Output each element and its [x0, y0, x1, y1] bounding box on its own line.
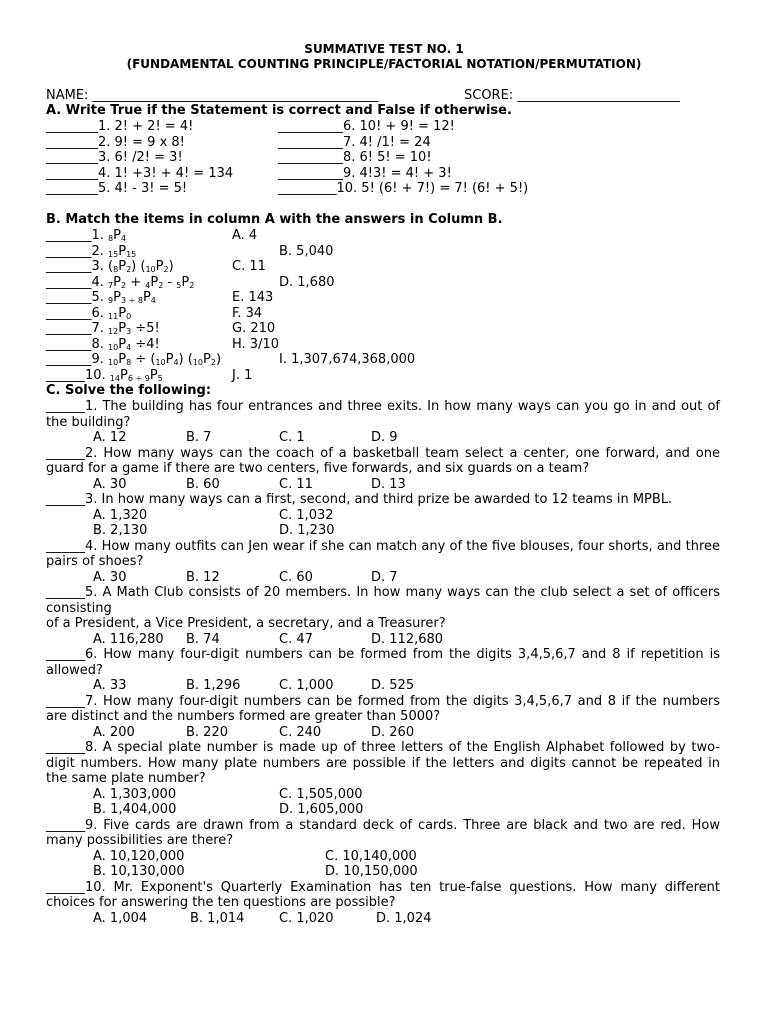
match-item: _______9. $_{10}P_8 \div (_{10}P_4)$ $(_{10}P_2)$	[46, 352, 222, 367]
match-item: ______10. $_{14}P_{6 \div 9}P_5$	[46, 367, 163, 383]
question-10: ______10. Mr. Exponent's Quarterly Examination has ten true-false questions. How many different choices for answering the ten questions are possible?	[46, 879, 720, 910]
match-item: _______6. $_{11}P_0$	[46, 305, 132, 321]
question-7-options	[46, 725, 720, 741]
match-item: _______3. $(_8P_2)$ $(_{10}P_2)$	[46, 259, 174, 274]
question-3: ______3. In how many ways can a first, second, and third prize be awarded to 12 teams in MPBL.	[46, 492, 673, 507]
question-7: ______7. How many four-digit numbers can be formed from the digits 3,4,5,6,7 and 8 if the numbers are distinct and the numbers formed are greater than 5000?	[46, 693, 720, 724]
question-9: ______9. Five cards are drawn from a standard deck of cards. Three are black and two are red. How many possibilities are there?	[46, 817, 720, 848]
answer-option: I. 1,307,674,368,000	[279, 352, 416, 367]
answer-option: C. 11	[232, 259, 266, 274]
answer-option: J. 1	[232, 367, 253, 383]
question-9-options-row2	[46, 864, 720, 880]
option-d: D. 13	[371, 476, 406, 492]
section-c-questions	[46, 399, 720, 926]
option-c: C. 1	[279, 430, 305, 445]
match-item: _______1. $_8P_4$	[46, 228, 127, 243]
section-c-heading: C. Solve the following:	[46, 383, 212, 398]
question-5-cont: of a President, a Vice President, a secretary, and a Treasurer?	[46, 616, 446, 631]
option-b: B. 12	[186, 569, 220, 585]
section-a-item: __________6. 10! + 9! = 12!	[278, 119, 455, 134]
option-c: C. 1,032	[279, 507, 334, 523]
question-8: ______8. A special plate number is made up of three letters of the English Alphabet followed by two-digit numbers. How many plate numbers are possible if the letters and digits cannot be repeated in the same plate number?	[46, 740, 720, 786]
option-b: B. 220	[186, 724, 228, 740]
test-title: SUMMATIVE TEST NO. 1	[304, 42, 464, 56]
option-c: C. 1,000	[279, 678, 334, 693]
option-d: D. 1,230	[279, 523, 335, 538]
option-d: D. 260	[371, 724, 415, 740]
option-c: C. 1,505,000	[279, 786, 363, 802]
option-a: A. 200	[93, 724, 135, 740]
answer-option: A. 4	[232, 228, 258, 243]
section-a-right-column	[278, 119, 528, 197]
option-b: B. 7	[186, 430, 212, 445]
answer-option: B. 5,040	[279, 243, 334, 259]
section-a-item: __________9. 4!3! = 4! + 3!	[278, 165, 452, 181]
option-d: D. 112,680	[371, 631, 444, 647]
option-b: B. 1,296	[186, 678, 241, 693]
question-3-options-row2	[46, 523, 720, 539]
option-d: D. 1,605,000	[279, 802, 364, 817]
option-b: B. 1,404,000	[93, 802, 177, 817]
option-c: C. 1,020	[279, 910, 334, 926]
question-8-options-row2	[46, 802, 720, 818]
question-4-options	[46, 570, 720, 586]
option-a: A. 12	[93, 430, 127, 445]
option-a: A. 30	[93, 476, 127, 492]
option-a: A. 1,303,000	[93, 786, 177, 802]
answer-option: G. 210	[232, 321, 276, 336]
option-a: A. 116,280	[93, 631, 164, 647]
option-d: D. 10,150,000	[325, 864, 418, 879]
option-d: D. 525	[371, 678, 415, 693]
answer-option: F. 34	[232, 305, 263, 321]
section-a-heading: A. Write True if the Statement is correct and False if otherwise.	[46, 103, 512, 118]
question-9-options-row1	[46, 849, 720, 865]
section-a-item: __________8. 6! 5! = 10!	[278, 150, 432, 165]
option-a: A. 33	[93, 678, 127, 693]
question-8-options-row1	[46, 787, 720, 803]
option-b: B. 1,014	[190, 910, 245, 926]
answer-option: H. 3/10	[232, 336, 280, 352]
section-b-column-a	[46, 228, 221, 383]
option-b: B. 2,130	[93, 523, 148, 538]
question-4: ______4. How many outfits can Jen wear if she can match any of the five blouses, four shorts, and three pairs of shoes?	[46, 538, 720, 569]
match-item: _______2. $_{15}P_{15}$	[46, 243, 137, 259]
match-item: _______4. $_7P_2 + _4P_2 - _5P_2$	[46, 274, 195, 290]
question-5: ______5. A Math Club consists of 20 members. In how many ways can the club select a set of officers consisting	[46, 585, 720, 616]
section-a-item: ________2. 9! = 9 x 8!	[46, 134, 185, 150]
match-item: _______7. $_{12}P_3 \div 5$!	[46, 321, 160, 336]
option-c: C. 60	[279, 569, 313, 585]
section-a-item: ________4. 1! +3! + 4! = 134	[46, 165, 234, 181]
score-field: SCORE: _________________________	[464, 88, 680, 103]
name-field: NAME: ____________________________________________	[46, 88, 379, 103]
section-b-column-b-left	[232, 228, 279, 383]
option-c: C. 10,140,000	[325, 848, 417, 864]
question-3-options-row1	[46, 508, 720, 524]
option-c: C. 240	[279, 724, 322, 740]
option-d: D. 9	[371, 430, 398, 445]
option-b: B. 74	[186, 631, 220, 647]
question-10-options	[46, 911, 720, 927]
question-6-options	[46, 678, 720, 694]
match-item: _______5. $_9P_{3 \div 8}P_4$	[46, 290, 156, 305]
match-item: _______8. $_{10}P_4 \div 4$!	[46, 336, 160, 352]
option-b: B. 10,130,000	[93, 864, 185, 879]
question-1-options	[46, 430, 720, 446]
section-b-heading: B. Match the items in column A with the answers in Column B.	[46, 212, 503, 227]
section-b-column-b-right	[279, 228, 415, 368]
section-a-item: __________7. 4! /1! = 24	[278, 134, 431, 150]
option-c: C. 11	[279, 476, 313, 492]
test-subtitle: (FUNDAMENTAL COUNTING PRINCIPLE/FACTORIAL NOTATION/PERMUTATION)	[126, 57, 642, 71]
option-a: A. 1,320	[93, 507, 148, 523]
answer-option: E. 143	[232, 290, 274, 305]
question-5-options	[46, 632, 720, 648]
option-c: C. 47	[279, 631, 313, 647]
option-a: A. 10,120,000	[93, 848, 185, 864]
option-d: D. 1,024	[376, 910, 432, 926]
option-d: D. 7	[371, 569, 398, 585]
section-a-item: ________1. 2! + 2! = 4!	[46, 119, 194, 134]
question-2-options	[46, 477, 720, 493]
option-a: A. 30	[93, 569, 127, 585]
section-a-left-column	[46, 119, 233, 197]
option-a: A. 1,004	[93, 910, 148, 926]
question-1: ______1. The building has four entrances and three exits. In how many ways can you go in and out of the building?	[46, 399, 720, 430]
answer-option: D. 1,680	[279, 274, 335, 290]
question-6: ______6. How many four-digit numbers can be formed from the digits 3,4,5,6,7 and 8 if repetition is allowed?	[46, 647, 720, 678]
option-b: B. 60	[186, 476, 220, 492]
section-a-item: _________10. 5! (6! + 7!) = 7! (6! + 5!)	[278, 181, 529, 196]
section-a-item: ________5. 4! - 3! = 5!	[46, 181, 188, 196]
question-2: ______2. How many ways can the coach of a basketball team select a center, one forward, and one guard for a game if there are two centers, five forwards, and six guards on a team?	[46, 445, 720, 476]
section-a-item: ________3. 6! /2! = 3!	[46, 150, 183, 165]
